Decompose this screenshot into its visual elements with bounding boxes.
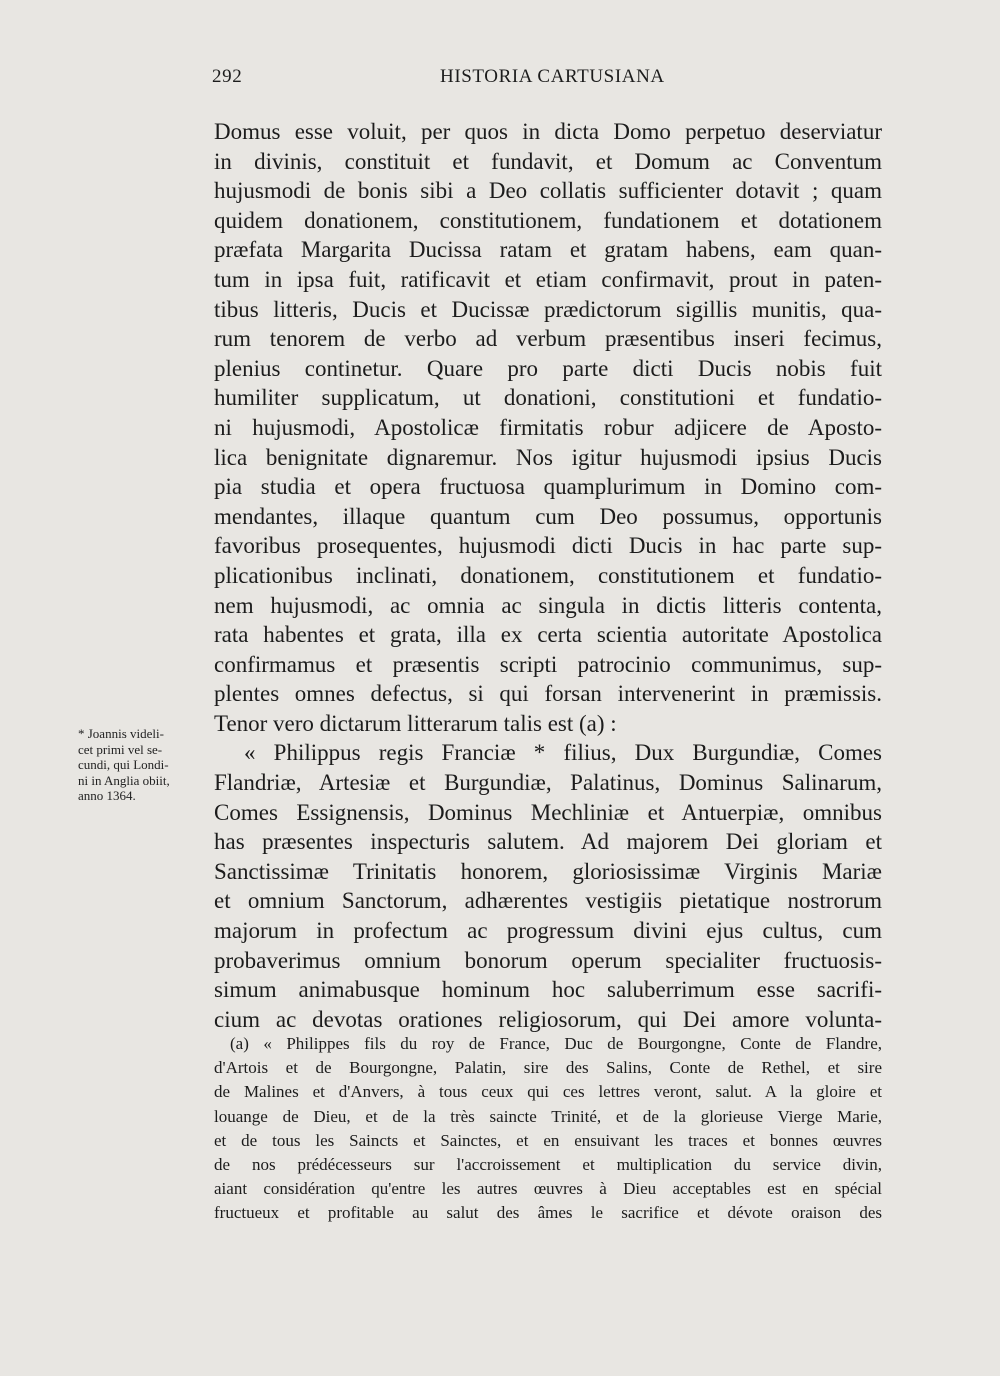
text-line: has præsentes inspecturis salutem. Ad majorem Dei gloriam et — [214, 829, 882, 855]
text-line: in divinis, constituit et fundavit, et Domum ac Conventum — [214, 148, 882, 174]
text-line: rum tenorem de verbo ad verbum præsentibus inseri fecimus, — [214, 326, 882, 352]
text-line: humiliter supplicatum, ut donationi, constitutioni et fundatio- — [214, 385, 882, 411]
page-number: 292 — [212, 66, 243, 87]
running-header — [212, 66, 882, 96]
text-line: plentes omnes defectus, si qui forsan intervenerint in præmissis. — [214, 681, 882, 707]
footnote-line: louange de Dieu, et de la très saincte Trinité, et de la glorieuse Vierge Marie, — [214, 1106, 882, 1126]
text-line: quidem donationem, constitutionem, fundationem et dotationem — [214, 207, 882, 233]
margin-note-line: cet primi vel se- — [78, 741, 163, 757]
text-line: plenius continetur. Quare pro parte dicti Ducis nobis fuit — [214, 355, 882, 381]
margin-note-line: anno 1364. — [78, 788, 136, 803]
text-line: Tenor vero dictarum litterarum talis est (a) : — [214, 710, 617, 736]
main-text — [214, 117, 882, 1034]
text-line: rata habentes et grata, illa ex certa scientia autoritate Apostolica — [214, 622, 882, 648]
text-line: mendantes, illaque quantum cum Deo possumus, opportunis — [214, 503, 882, 529]
text-line: Comes Essignensis, Dominus Mechliniæ et Antuerpiæ, omnibus — [214, 799, 882, 825]
text-line: pia studia et opera fructuosa quamplurimum in Domino com- — [214, 474, 882, 500]
margin-note — [78, 726, 208, 804]
text-line: hujusmodi de bonis sibi a Deo collatis sufficienter dotavit ; quam — [214, 178, 882, 204]
footnote-line: aiant considération qu'entre les autres œuvres à Dieu acceptables est en spécial — [214, 1179, 882, 1199]
margin-note-line: * Joannis videli- — [78, 726, 164, 741]
text-line: et omnium Sanctorum, adhærentes vestigiis pietatique nostrorum — [214, 888, 882, 914]
text-line: Domus esse voluit, per quos in dicta Domo perpetuo deserviatur — [214, 119, 882, 144]
footnote-line: fructueux et profitable au salut des âmes le sacrifice et dévote oraison des — [214, 1203, 882, 1223]
text-line: probaverimus omnium bonorum operum specialiter fructuosis- — [214, 947, 882, 973]
text-line: confirmamus et præsentis scripti patrocinio communimus, sup- — [214, 651, 882, 677]
text-line: præfata Margarita Ducissa ratam et gratam habens, eam quan- — [214, 237, 882, 263]
text-line: « Philippus regis Franciæ * filius, Dux Burgundiæ, Comes — [244, 740, 882, 766]
text-line: Sanctissimæ Trinitatis honorem, gloriosissimæ Virginis Mariæ — [214, 858, 882, 884]
text-line: majorum in profectum ac progressum divini ejus cultus, cum — [214, 918, 882, 944]
text-line: cium ac devotas orationes religiosorum, qui Dei amore volunta- — [214, 1006, 882, 1032]
footnote — [214, 1032, 882, 1226]
text-line: Flandriæ, Artesiæ et Burgundiæ, Palatinus, Dominus Salinarum, — [214, 770, 882, 796]
text-line: simum animabusque hominum hoc saluberrimum esse sacrifi- — [214, 977, 882, 1003]
text-line: lica benignitate dignaremur. Nos igitur hujusmodi ipsius Ducis — [214, 444, 882, 470]
margin-note-line: ni in Anglia obiit, — [78, 772, 170, 788]
text-line: tibus litteris, Ducis et Ducissæ prædictorum sigillis munitis, qua- — [214, 296, 882, 322]
text-line: tum in ipsa fuit, ratificavit et etiam confirmavit, prout in paten- — [214, 266, 882, 292]
text-line: nem hujusmodi, ac omnia ac singula in dictis litteris contenta, — [214, 592, 882, 618]
text-line: plicationibus inclinati, donationem, constitutionem et fundatio- — [214, 562, 882, 588]
margin-note-line: cundi, qui Londi- — [78, 757, 169, 772]
footnote-line: d'Artois et de Bourgongne, Palatin, sire des Salins, Conte de Rethel, et sire — [214, 1058, 882, 1078]
text-line: ni hujusmodi, Apostolicæ firmitatis robur adjicere de Aposto- — [214, 414, 882, 440]
footnote-line: de Malines et d'Anvers, à tous ceux qui ces lettres veront, salut. A la gloire et — [214, 1082, 882, 1102]
footnote-line: de nos prédécesseurs sur l'accroissement et multiplication du service divin, — [214, 1154, 882, 1174]
running-title: HISTORIA CARTUSIANA — [440, 66, 665, 87]
footnote-line: (a) « Philippes fils du roy de France, Duc de Bourgongne, Conte de Flandre, — [230, 1034, 882, 1053]
text-line: favoribus prosequentes, hujusmodi dicti Ducis in hac parte sup- — [214, 533, 882, 559]
footnote-line: et de tous les Saincts et Sainctes, et en ensuivant les traces et bonnes œuvres — [214, 1130, 882, 1150]
